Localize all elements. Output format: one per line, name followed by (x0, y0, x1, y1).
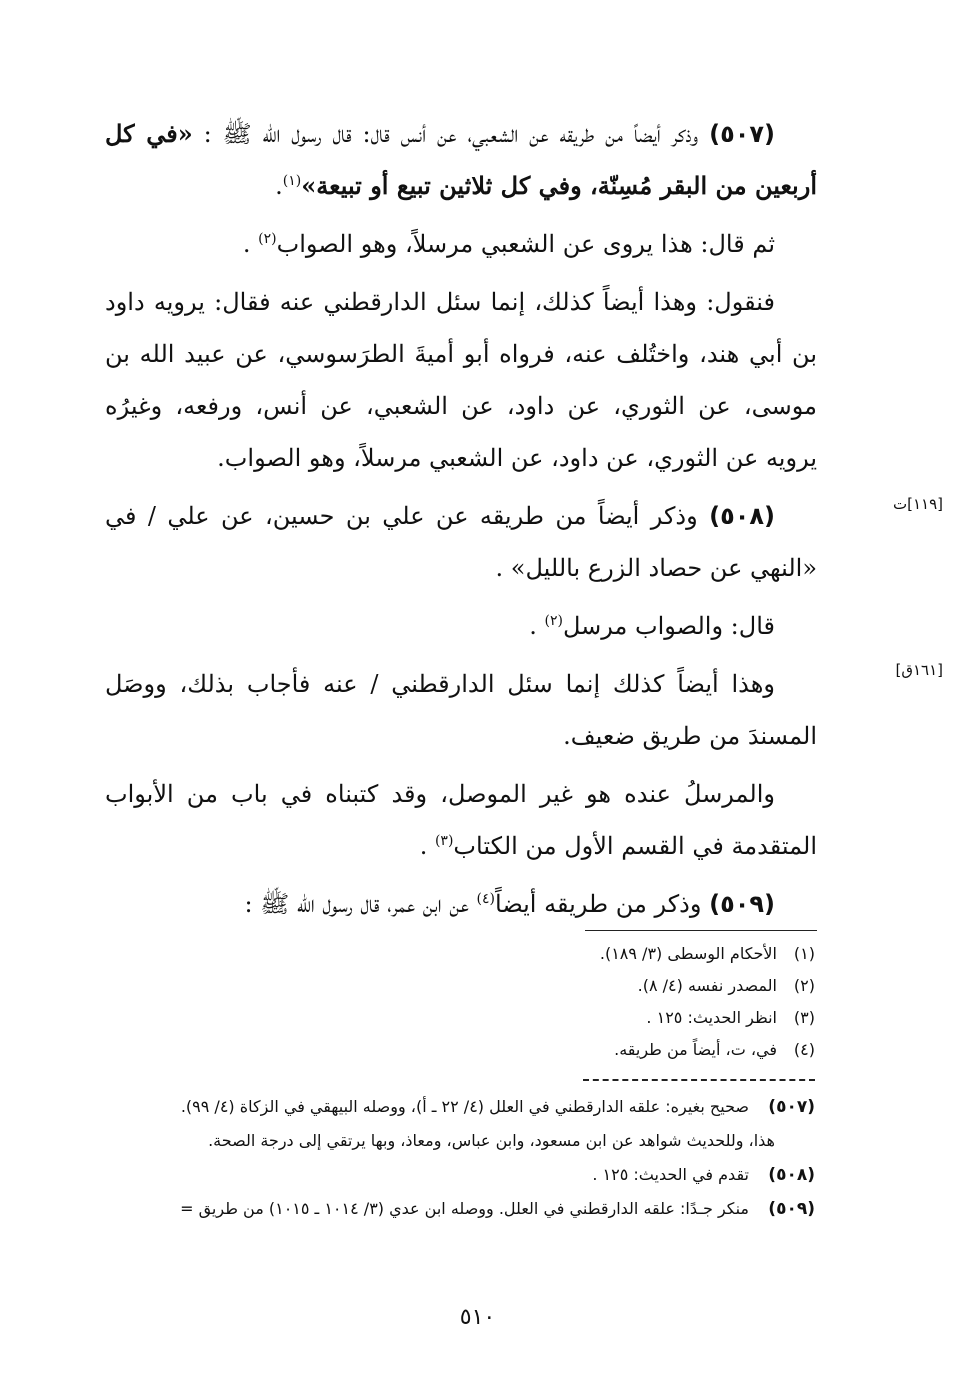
footnote-ref: (٤) (476, 891, 495, 907)
hadith-number: (٥٠٧) (709, 120, 775, 148)
footnote-ref: (١) (282, 173, 302, 189)
hadith-text: وذكر من طريقه أيضاً (495, 890, 702, 918)
paragraph: فنقول: وهذا أيضاً كذلك، إنما سئل الدارقطني عنه فقال: يرويه داود بن أبي هند، واختُلف عنه، فرواه أبو أميةَ الطرَسوسي، عن عبيد الله بن موسى، عن الثوري، عن داود، عن الشعبي، عن أنس، ورفعه، وغيرُه يرويه عن الثوري، عن داود، عن الشعبي مرسلاً، وهو الصواب. (105, 288, 817, 472)
hadith-509: (٥٠٩) وذكر من طريقه أيضاً$^{(٤)}$ عن ابن عمر، قال رسول الله ﷺ : (244, 890, 775, 918)
note-509: (٥٠٩)منكر جـدًا: علقه الدارقطني في العلل. ووصله ابن عدي (٣/ ١٠١٤ ـ ١٠١٥) من طريق = (180, 1199, 815, 1219)
hadith-quote: «في كل أربعين من البقر مُسِنّة، وفي كل ثلاثين تبيع أو تبيعة» (105, 119, 817, 200)
notes-divider (583, 1079, 815, 1081)
hadith-number: (٥٠٨) (709, 502, 775, 530)
footnotes (135, 938, 815, 1066)
paragraph: ثم قال: هذا يروى عن الشعبي مرسلاً، وهو الصواب$^{(٢)}$ . (242, 230, 775, 258)
paragraph: والمرسلُ عنده هو غير الموصل، وقد كتبناه في باب من الأبواب المتقدمة في القسم الأول من الكتاب$^{(٣)}$ . (105, 780, 817, 860)
paragraph: وهذا أيضاً كذلك إنما سئل الدارقطني / عنه فأجاب بذلك، ووصَل المسندَ من طريق ضعيف. (105, 670, 817, 750)
hadith-text: وذكر أيضاً من طريقه عن الشعبي، عن أنس قال: قال رسول الله ﷺ : (203, 120, 699, 148)
footnote-ref: (٢) (258, 231, 277, 247)
hadith-508 (105, 490, 817, 594)
footnote-ref: (٣) (434, 833, 454, 849)
footnote: (١)الأحكام الوسطى (٣/ ١٨٩). (599, 944, 815, 963)
note-508: (٥٠٨)تقدم في الحديث: ١٢٥ . (592, 1165, 815, 1185)
footnote-divider (585, 930, 817, 931)
hadith-number: (٥٠٩) (709, 890, 775, 918)
main-text (105, 108, 817, 936)
note-507: (٥٠٧)صحيح بغيره: علقه الدارقطني في العلل (٤/ ٢٢ ـ أ)، ووصله البيهقي في الزكاة (٤/ ٩٩). (180, 1097, 815, 1117)
footnote: (٤)في، ت، أيضاً من طريقه. (614, 1040, 815, 1059)
footnote: (٢)المصدر نفسه (٤/ ٨). (637, 976, 815, 995)
paragraph: قال: والصواب مرسل$^{(٢)}$ . (529, 612, 775, 640)
footnote-ref: (٢) (544, 613, 563, 629)
page-number: ٥١٠ (459, 1305, 496, 1330)
hadith-507: (٥٠٧) وذكر أيضاً من طريقه عن الشعبي، عن أنس قال: قال رسول الله ﷺ : «في كل أربعين من البقر مُسِنّة، وفي كل ثلاثين تبيع أو تبيعة»$^{(١)}$. (105, 119, 817, 200)
margin-note: [١٦١ق] (895, 661, 943, 679)
footnote: (٣)انظر الحديث: ١٢٥ . (646, 1008, 815, 1027)
takhrij-notes (103, 1090, 815, 1226)
note-507-continuation: هذا، وللحديث شواهد عن ابن مسعود، وابن عباس، ومعاذ، وبها يرتقي إلى درجة الصحة. (208, 1131, 775, 1150)
hadith-text: وذكر أيضاً من طريقه عن علي بن حسين، عن علي / في «النهي عن حصاد الزرع بالليل» . (105, 502, 817, 582)
margin-note: [١١٩]ت (892, 495, 943, 513)
